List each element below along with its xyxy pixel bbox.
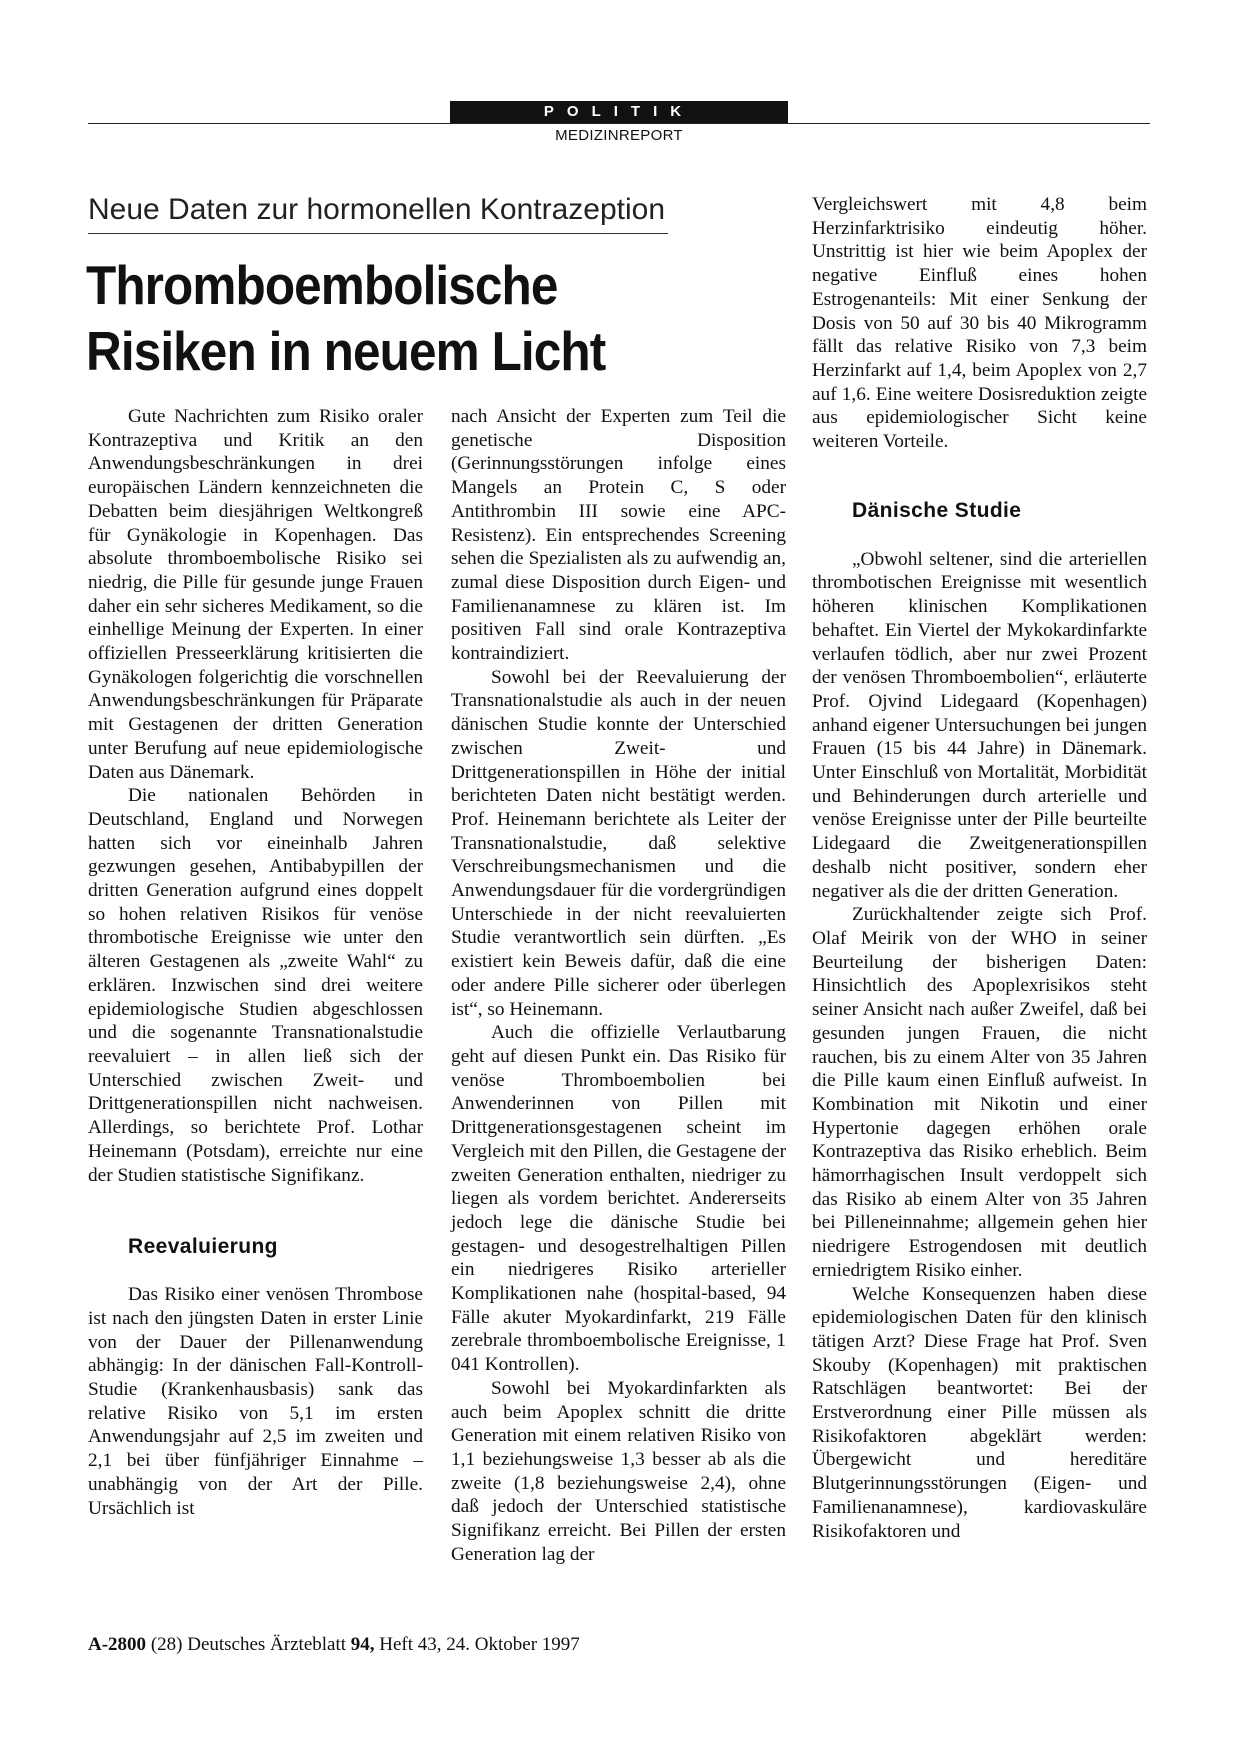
article-kicker: Neue Daten zur hormonellen Kontrazeption xyxy=(88,193,666,226)
paragraph: Das Risiko einer venösen Thrombose ist nach den jüngsten Daten in erster Linie von der Dauer der Pillenanwendung abhängig: In der dänischen Fall-Kontroll-Studie (Krankenhausbasis) sank das relative Risiko von 5,1 im ersten Anwendungsjahr auf 2,5 im zweiten und 2,1 bei über fünfjähriger Einnahme – unabhängig von der Art der Pille. Ursächlich ist xyxy=(88,1284,423,1519)
subsection-label: MEDIZINREPORT xyxy=(555,127,683,144)
page-number: A-2800 xyxy=(88,1634,147,1655)
paragraph: Auch die offizielle Verlautbarung geht auf diesen Punkt ein. Das Risiko für venöse Thromboembolien bei Anwenderinnen von Pillen mit Drittgenerationsgestagenen scheint im Vergleich mit den Pillen, die Gestagene der zweiten Generation enthalten, niedriger zu liegen als vordem berichtet. Andererseits jedoch lege die dänische Studie bei gestagen- und desogestrelhaltigen Pillen ein niedrigeres Risiko arterieller Komplikationen nahe (hospital-based, 94 Fälle akuter Myokardinfarkt, 219 Fälle zerebrale thromboembolische Ereignisse, 1 041 Kontrollen). xyxy=(451,1022,786,1376)
kicker-rule xyxy=(88,233,668,234)
paragraph: „Obwohl seltener, sind die arteriellen thrombotischen Ereignisse mit wesentlich höheren klinischen Komplikationen behaftet. Ein Viertel der Mykokardinfarkte verlaufen tödlich, aber nur zwei Prozent der venösen Thromboembolien“, erläuterte Prof. Ojvind Lidegaard (Kopenhagen) anhand eigener Untersuchungen bei jungen Frauen (15 bis 44 Jahre) in Dänemark. Unter Einschluß von Mortalität, Morbidität und Behinderungen durch arterielle und venöse Ereignisse unter der Pille beurteilte Lidegaard die Zweitgenerationspillen deshalb nicht positiver, sondern eher negativer als die der dritten Generation. xyxy=(812,548,1147,902)
column-3 xyxy=(812,193,1147,1543)
paragraph: Die nationalen Behörden in Deutschland, England und Norwegen hatten sich vor eineinhalb Jahren gezwungen gesehen, Antibabypillen der dritten Generation aufgrund eines doppelt so hohen relativen Risikos für venöse thrombotische Ereignisse wie unter den älteren Gestagenen als „zweite Wahl“ zu erklären. Inzwischen sind drei weitere epidemiologische Studien abgeschlossen und die sogenannte Transnationalstudie reevaluiert – in allen ließ sich der Unterschied zwischen Zweit- und Drittgenerationspillen nicht nachweisen. Allerdings, so berichtete Prof. Lothar Heinemann (Potsdam), erreichte nur eine der Studien statistische Signifikanz. xyxy=(88,785,423,1186)
column-1 xyxy=(88,405,423,1520)
journal-volume: 94, xyxy=(350,1634,375,1655)
journal-name: Deutsches Ärzteblatt xyxy=(187,1634,347,1655)
paragraph: Sowohl bei Myokardinfarkten als auch beim Apoplex schnitt die dritte Generation mit einem relativen Risiko von 1,1 beziehungsweise 1,3 besser ab als die zweite (1,8 beziehungsweise 2,4), ohne daß jedoch der Unterschied statistische Signifikanz erreicht. Bei Pillen der ersten Generation lag der xyxy=(451,1377,786,1565)
column-2 xyxy=(451,405,786,1566)
paragraph: Sowohl bei der Reevaluierung der Transnationalstudie als auch in der neuen dänischen Studie konnte der Unterschied zwischen Zweit- und Drittgenerationspillen in Höhe der initial berichteten Daten nicht bestätigt werden. Prof. Heinemann berichtete als Leiter der Transnationalstudie, daß selektive Verschreibungsmechanismen und die Anwendungsdauer für die vordergründigen Unterschiede in der nicht reevaluierten Studie verantwortlich sein dürften. „Es existiert kein Beweis dafür, daß die eine oder andere Pille sicherer oder überlegen ist“, so Heinemann. xyxy=(451,666,786,1020)
section-heading-daenische-studie: Dänische Studie xyxy=(852,498,1022,522)
section-label: POLITIK xyxy=(450,101,788,123)
paragraph: nach Ansicht der Experten zum Teil die genetische Disposition (Gerinnungsstörungen infolge eines Mangels an Protein C, S oder Antithrombin III sowie eine APC-Resistenz). Ein entsprechendes Screening sehen die Spezialisten als zu aufwendig an, zumal diese Disposition durch Eigen- und Familienanamnese zu klären ist. Im positiven Fall sind orale Kontrazeptiva kontraindiziert. xyxy=(451,406,786,665)
page-number-paren: (28) xyxy=(150,1634,183,1655)
page-footer xyxy=(88,1634,580,1656)
headline-line-2: Risiken in neuem Licht xyxy=(86,320,606,382)
paragraph: Zurückhaltender zeigte sich Prof. Olaf Meirik von der WHO in seiner Beurteilung der bisherigen Daten: Hinsichtlich des Apoplexrisikos steht seiner Ansicht nach außer Zweifel, daß bei gesunden jungen Frauen, die nicht rauchen, bis zu einem Alter von 35 Jahren die Pille kaum einen Einfluß aufweist. In Kombination mit Nikotin und einer Hypertonie dagegen erhöhen orale Kontrazeptiva das Risiko erheblich. Beim hämorrhagischen Insult verdoppelt sich das Risiko ab einem Alter von 35 Jahren bei Pilleneinnahme; allgemein gehen hier niedrigere Estrogendosen mit deutlich erniedrigtem Risiko einher. xyxy=(812,904,1147,1281)
paragraph: Vergleichswert mit 4,8 beim Herzinfarktrisiko eindeutig höher. Unstrittig ist hier wie beim Apoplex der negative Einfluß eines hohen Estrogenanteils: Mit einer Senkung der Dosis von 50 auf 30 bis 40 Mikrogramm fällt das relative Risiko von 7,3 beim Herzinfarkt auf 1,4, beim Apoplex von 2,7 auf 1,6. Eine weitere Dosisreduktion zeigte aus epidemiologischer Sicht keine weiteren Vorteile. xyxy=(812,194,1147,453)
header-rule xyxy=(88,123,1150,124)
section-heading-reevaluierung: Reevaluierung xyxy=(128,1235,278,1259)
paragraph: Gute Nachrichten zum Risiko oraler Kontrazeptiva und Kritik an den Anwendungsbeschränkungen in drei europäischen Ländern kennzeichneten die Debatten beim diesjährigen Weltkongreß für Gynäkologie in Kopenhagen. Das absolute thromboembolische Risiko sei niedrig, die Pille für gesunde junge Frauen daher ein sehr sicheres Medikament, so die einhellige Meinung der Experten. In einer offiziellen Presseerklärung kritisierten die Gynäkologen folgerichtig die vorschnellen Anwendungsbeschränkungen für Präparate mit Gestagenen der dritten Generation unter Berufung auf neue epidemiologische Daten aus Dänemark. xyxy=(88,406,423,783)
journal-issue: Heft 43, 24. Oktober 1997 xyxy=(379,1634,580,1655)
headline-line-1: Thromboembolische xyxy=(86,254,558,316)
article-headline xyxy=(86,252,716,384)
paragraph: Welche Konsequenzen haben diese epidemiologischen Daten für den klinisch tätigen Arzt? Diese Frage hat Prof. Sven Skouby (Kopenhagen) mit praktischen Ratschlägen beantwortet: Bei der Erstverordnung einer Pille müssen als Risikofaktoren abgeklärt werden: Übergewicht und hereditäre Blutgerinnungsstörungen (Eigen- und Familienanamnese), kardiovaskuläre Risikofaktoren und xyxy=(812,1283,1147,1542)
